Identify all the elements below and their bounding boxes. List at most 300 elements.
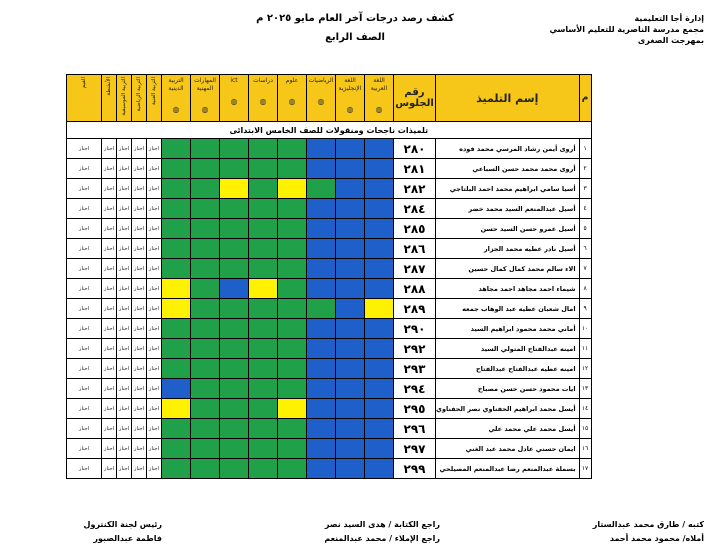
footer-dictation-review: راجع الإملاء / محمد عبدالمنعم <box>324 534 440 543</box>
grade-cell-g <box>307 299 336 319</box>
grade-cell-b <box>336 339 365 359</box>
table-row <box>67 139 592 159</box>
grade-cell-g <box>249 439 278 459</box>
row-num: ١٣ <box>579 379 591 399</box>
header-subject <box>162 75 191 122</box>
grade-cell-g <box>278 219 307 239</box>
pass-cell: اجتاز <box>67 459 102 479</box>
pass-cell: اجتاز <box>102 379 117 399</box>
pass-cell: اجتاز <box>117 279 132 299</box>
pass-cell: اجتاز <box>117 359 132 379</box>
pass-cell: اجتاز <box>147 139 162 159</box>
grade-cell-g <box>191 199 220 219</box>
row-num: ١٥ <box>579 419 591 439</box>
pass-cell: اجتاز <box>147 239 162 259</box>
grade-cell-g <box>220 339 249 359</box>
grade-cell-g <box>162 219 191 239</box>
grades-table <box>66 74 592 479</box>
header-subject <box>365 75 394 122</box>
subject-label: دراسات <box>253 77 273 84</box>
student-name: أروى محمد محمد حسن السباعي <box>436 159 580 179</box>
table-row <box>67 239 592 259</box>
pass-cell: اجتاز <box>102 419 117 439</box>
grade-cell-b <box>307 339 336 359</box>
grade-cell-y <box>365 299 394 319</box>
row-num: ١٠ <box>579 319 591 339</box>
table-row <box>67 259 592 279</box>
section-title: تلميذات ناجحات ومنقولات للصف الخامس الابتدائى <box>67 122 592 139</box>
grade-cell-g <box>220 139 249 159</box>
grade-cell-g <box>278 259 307 279</box>
grade-cell-g <box>220 299 249 319</box>
row-num: ١٧ <box>579 459 591 479</box>
pass-cell: اجتاز <box>132 319 147 339</box>
table-row <box>67 319 592 339</box>
pass-cell: اجتاز <box>67 159 102 179</box>
pass-cell: اجتاز <box>117 419 132 439</box>
seat-number: ٢٩٧ <box>394 439 436 459</box>
header-extra <box>132 75 147 122</box>
pass-cell: اجتاز <box>147 339 162 359</box>
pass-cell: اجتاز <box>132 159 147 179</box>
pass-cell: اجتاز <box>67 279 102 299</box>
row-num: ٧ <box>579 259 591 279</box>
subject-icon: ◍ <box>172 105 180 114</box>
student-name: ايمان حسني عادل محمد عبد الغني <box>436 439 580 459</box>
header-name: إسم التلميذ <box>436 75 580 122</box>
student-name: أروى أيمن رشاد المرسي محمد فوده <box>436 139 580 159</box>
pass-cell: اجتاز <box>102 359 117 379</box>
footer-reviewers <box>300 518 440 546</box>
grade-cell-b <box>365 379 394 399</box>
pass-cell: اجتاز <box>67 199 102 219</box>
pass-cell: اجتاز <box>147 219 162 239</box>
grade-cell-b <box>365 239 394 259</box>
grade-cell-g <box>162 439 191 459</box>
grade-cell-b <box>336 139 365 159</box>
seat-number: ٢٩٦ <box>394 419 436 439</box>
extra-label: القيم <box>81 77 87 89</box>
pass-cell: اجتاز <box>67 239 102 259</box>
pass-cell: اجتاز <box>117 199 132 219</box>
grade-cell-g <box>220 159 249 179</box>
pass-cell: اجتاز <box>102 279 117 299</box>
grade-cell-y <box>162 279 191 299</box>
grade-cell-b <box>307 319 336 339</box>
student-name: شيماء احمد مجاهد احمد مجاهد <box>436 279 580 299</box>
row-num: ٢ <box>579 159 591 179</box>
pass-cell: اجتاز <box>147 379 162 399</box>
grade-cell-g <box>278 459 307 479</box>
row-num: ٩ <box>579 299 591 319</box>
pass-cell: اجتاز <box>67 179 102 199</box>
grade-cell-g <box>278 159 307 179</box>
seat-number: ٢٨٨ <box>394 279 436 299</box>
pass-cell: اجتاز <box>147 439 162 459</box>
row-num: ٤ <box>579 199 591 219</box>
grade-cell-b <box>336 159 365 179</box>
subject-icon: ◍ <box>375 105 383 114</box>
pass-cell: اجتاز <box>102 459 117 479</box>
seat-number: ٢٨٢ <box>394 179 436 199</box>
grade-cell-b <box>365 159 394 179</box>
student-name: بسملة عبدالمنعم رضا عبدالمنعم المصيلحي <box>436 459 580 479</box>
grade-cell-b <box>336 379 365 399</box>
seat-number: ٢٨٧ <box>394 259 436 279</box>
subject-icon: ◍ <box>230 97 238 106</box>
pass-cell: اجتاز <box>67 259 102 279</box>
table-row <box>67 439 592 459</box>
table-row <box>67 459 592 479</box>
header-subject <box>191 75 220 122</box>
grade-cell-b <box>365 359 394 379</box>
seat-number: ٢٨٠ <box>394 139 436 159</box>
grade-cell-g <box>162 259 191 279</box>
grade-cell-g <box>191 399 220 419</box>
header-subject <box>307 75 336 122</box>
table-row <box>67 419 592 439</box>
grade-cell-g <box>249 219 278 239</box>
extra-label: الأنشطة <box>106 77 112 96</box>
grade-cell-b <box>307 239 336 259</box>
pass-cell: اجتاز <box>117 179 132 199</box>
grade-cell-b <box>365 459 394 479</box>
grade-cell-b <box>307 359 336 379</box>
grade-cell-b <box>365 419 394 439</box>
grade-cell-b <box>307 259 336 279</box>
admin-line-2: مجمع مدرسة الناصرية للتعليم الأساسي <box>549 25 704 34</box>
pass-cell: اجتاز <box>102 439 117 459</box>
grade-cell-g <box>249 199 278 219</box>
pass-cell: اجتاز <box>132 439 147 459</box>
extra-label: التربية الفنية <box>151 77 157 106</box>
pass-cell: اجتاز <box>67 399 102 419</box>
subject-label: اللغة العربية <box>370 77 388 92</box>
grade-cell-g <box>191 459 220 479</box>
table-row <box>67 199 592 219</box>
grade-cell-g <box>249 259 278 279</box>
row-num: ٦ <box>579 239 591 259</box>
seat-number: ٢٩٥ <box>394 399 436 419</box>
student-name: أسيل نادر عطيه محمد الجزار <box>436 239 580 259</box>
pass-cell: اجتاز <box>147 419 162 439</box>
grade-cell-g <box>249 359 278 379</box>
table-row <box>67 379 592 399</box>
grade-cell-g <box>278 279 307 299</box>
pass-cell: اجتاز <box>132 419 147 439</box>
table-row <box>67 219 592 239</box>
grade-cell-g <box>220 379 249 399</box>
section-row <box>67 122 592 139</box>
pass-cell: اجتاز <box>102 399 117 419</box>
row-num: ٣ <box>579 179 591 199</box>
footer-writer: كتبه / طارق محمد عبدالستار <box>592 520 704 529</box>
seat-number: ٢٨١ <box>394 159 436 179</box>
grade-cell-g <box>191 259 220 279</box>
grade-cell-g <box>307 179 336 199</box>
grade-cell-g <box>249 179 278 199</box>
grade-cell-b <box>307 159 336 179</box>
pass-cell: اجتاز <box>147 299 162 319</box>
header-extra <box>147 75 162 122</box>
student-name: ايات محمود حسن حسن مصباح <box>436 379 580 399</box>
grade-cell-y <box>162 399 191 419</box>
student-name: أسيا سامي ابراهيم محمد احمد البلتاجي <box>436 179 580 199</box>
grade-cell-b <box>336 259 365 279</box>
grade-cell-g <box>191 299 220 319</box>
row-num: ١٦ <box>579 439 591 459</box>
pass-cell: اجتاز <box>67 319 102 339</box>
grade-cell-g <box>249 339 278 359</box>
grade-cell-g <box>278 339 307 359</box>
table-row <box>67 179 592 199</box>
row-num: ١٤ <box>579 399 591 419</box>
grade-cell-g <box>191 379 220 399</box>
header-subject <box>249 75 278 122</box>
pass-cell: اجتاز <box>117 159 132 179</box>
grade-cell-g <box>220 359 249 379</box>
grade-cell-b <box>365 439 394 459</box>
extra-label: التربية الرياضية <box>136 77 142 112</box>
pass-cell: اجتاز <box>147 279 162 299</box>
pass-cell: اجتاز <box>147 179 162 199</box>
grade-cell-g <box>162 419 191 439</box>
student-name: أسيل عمرو حسن السيد حسن <box>436 219 580 239</box>
grade-cell-g <box>278 239 307 259</box>
pass-cell: اجتاز <box>132 199 147 219</box>
grade-cell-g <box>278 439 307 459</box>
seat-number: ٢٨٩ <box>394 299 436 319</box>
grade-cell-g <box>278 359 307 379</box>
grade-cell-g <box>191 339 220 359</box>
pass-cell: اجتاز <box>132 339 147 359</box>
footer-writers <box>593 518 704 546</box>
pass-cell: اجتاز <box>102 179 117 199</box>
table-row <box>67 279 592 299</box>
student-name: امينه عطيه عبدالفتاح عبدالفتاح <box>436 359 580 379</box>
pass-cell: اجتاز <box>67 359 102 379</box>
header-subject <box>220 75 249 122</box>
grade-cell-g <box>278 419 307 439</box>
grade-cell-g <box>162 319 191 339</box>
admin-line-1: إدارة أجا التعليمية <box>634 14 704 23</box>
header-subject <box>278 75 307 122</box>
grade-cell-b <box>365 179 394 199</box>
grade-cell-y <box>249 279 278 299</box>
grade-cell-g <box>191 219 220 239</box>
table-row <box>67 339 592 359</box>
grade-cell-b <box>365 139 394 159</box>
subject-icon: ◍ <box>346 105 354 114</box>
seat-number: ٢٨٥ <box>394 219 436 239</box>
pass-cell: اجتاز <box>117 239 132 259</box>
pass-cell: اجتاز <box>117 299 132 319</box>
grade-cell-b <box>307 219 336 239</box>
footer-dictation: أملاه/ محمود محمد أحمد <box>609 534 704 543</box>
row-num: ١٢ <box>579 359 591 379</box>
grade-cell-g <box>220 319 249 339</box>
seat-number: ٢٨٦ <box>394 239 436 259</box>
student-name: أيسل محمد ابراهيم الحفناوي نصر الحفناوي <box>436 399 580 419</box>
grade-cell-g <box>220 239 249 259</box>
grade-cell-b <box>307 279 336 299</box>
pass-cell: اجتاز <box>132 379 147 399</box>
student-name: أيسل محمد علي محمد علي <box>436 419 580 439</box>
pass-cell: اجتاز <box>132 299 147 319</box>
pass-cell: اجتاز <box>67 419 102 439</box>
pass-cell: اجتاز <box>102 259 117 279</box>
grade-cell-g <box>278 299 307 319</box>
pass-cell: اجتاز <box>132 259 147 279</box>
footer-control-label: رئيس لجنة الكنترول <box>83 520 162 529</box>
pass-cell: اجتاز <box>117 339 132 359</box>
pass-cell: اجتاز <box>117 139 132 159</box>
grade-cell-b <box>365 199 394 219</box>
grade-cell-g <box>249 399 278 419</box>
grade-cell-g <box>162 139 191 159</box>
table-row <box>67 159 592 179</box>
grade-cell-b <box>336 199 365 219</box>
grade-cell-g <box>220 199 249 219</box>
grade-cell-g <box>249 299 278 319</box>
seat-number: ٢٩٠ <box>394 319 436 339</box>
subject-label: علوم <box>285 77 299 84</box>
student-name: أسيل عبدالمنعم السيد محمد خضر <box>436 199 580 219</box>
grade-cell-g <box>191 279 220 299</box>
pass-cell: اجتاز <box>102 299 117 319</box>
pass-cell: اجتاز <box>147 319 162 339</box>
pass-cell: اجتاز <box>117 319 132 339</box>
grade-cell-y <box>220 179 249 199</box>
grade-cell-g <box>162 359 191 379</box>
grade-cell-g <box>220 399 249 419</box>
table-row <box>67 359 592 379</box>
pass-cell: اجتاز <box>147 399 162 419</box>
grade-cell-b <box>307 199 336 219</box>
pass-cell: اجتاز <box>67 339 102 359</box>
grade-cell-g <box>162 459 191 479</box>
grade-cell-g <box>191 419 220 439</box>
student-name: أماني محمد محمود ابراهيم السيد <box>436 319 580 339</box>
pass-cell: اجتاز <box>147 359 162 379</box>
grade-cell-b <box>336 179 365 199</box>
subject-icon: ◍ <box>288 97 296 106</box>
pass-cell: اجتاز <box>132 359 147 379</box>
grade-cell-g <box>162 239 191 259</box>
grade-cell-b <box>336 459 365 479</box>
grade-cell-g <box>220 419 249 439</box>
grade-cell-y <box>278 399 307 419</box>
grade-cell-b <box>336 359 365 379</box>
grade-cell-b <box>365 219 394 239</box>
grade-cell-b <box>365 259 394 279</box>
pass-cell: اجتاز <box>147 259 162 279</box>
page-title-block <box>250 12 460 46</box>
pass-cell: اجتاز <box>147 199 162 219</box>
grade-cell-g <box>249 139 278 159</box>
pass-cell: اجتاز <box>132 239 147 259</box>
row-num: ٨ <box>579 279 591 299</box>
grade-cell-b <box>336 239 365 259</box>
pass-cell: اجتاز <box>132 459 147 479</box>
header-extra <box>102 75 117 122</box>
grade-cell-b <box>307 439 336 459</box>
grade-cell-y <box>162 299 191 319</box>
student-name: امال شعبان عطيه عبد الوهاب جمعه <box>436 299 580 319</box>
grade-cell-b <box>162 379 191 399</box>
grade-cell-b <box>307 139 336 159</box>
pass-cell: اجتاز <box>117 219 132 239</box>
grade-cell-g <box>249 459 278 479</box>
pass-cell: اجتاز <box>102 159 117 179</box>
table-row <box>67 399 592 419</box>
grade-cell-b <box>336 399 365 419</box>
subject-icon: ◍ <box>259 97 267 106</box>
header-num: م <box>579 75 591 122</box>
student-name: الاء سالم محمد كمال كمال حسين <box>436 259 580 279</box>
grade-cell-g <box>162 179 191 199</box>
seat-number: ٢٨٤ <box>394 199 436 219</box>
grade-cell-g <box>220 459 249 479</box>
pass-cell: اجتاز <box>117 459 132 479</box>
row-num: ١ <box>579 139 591 159</box>
pass-cell: اجتاز <box>132 139 147 159</box>
header-subject <box>336 75 365 122</box>
grade-cell-b <box>307 379 336 399</box>
pass-cell: اجتاز <box>132 279 147 299</box>
pass-cell: اجتاز <box>117 259 132 279</box>
grade-cell-b <box>336 419 365 439</box>
footer-control <box>52 518 162 546</box>
grade-cell-b <box>365 319 394 339</box>
header-seat: رقم الجلوس <box>394 75 436 122</box>
pass-cell: اجتاز <box>117 379 132 399</box>
grade-cell-g <box>278 139 307 159</box>
grade-cell-g <box>162 339 191 359</box>
student-name: امينه عبدالفتاح المتولي السيد <box>436 339 580 359</box>
subject-label: اللغة الإنجليزية <box>338 77 362 92</box>
grade-cell-b <box>336 319 365 339</box>
grade-cell-g <box>249 379 278 399</box>
subject-label: المهارات المهنية <box>194 77 216 92</box>
pass-cell: اجتاز <box>67 219 102 239</box>
footer-writing-review: راجع الكتابة / هدى السيد نصر <box>324 520 440 529</box>
seat-number: ٢٩٤ <box>394 379 436 399</box>
pass-cell: اجتاز <box>117 439 132 459</box>
pass-cell: اجتاز <box>132 399 147 419</box>
footer-control-name: فاطمة عبدالصبور <box>93 534 162 543</box>
pass-cell: اجتاز <box>102 319 117 339</box>
seat-number: ٢٩٩ <box>394 459 436 479</box>
grade-cell-g <box>249 159 278 179</box>
grade-cell-g <box>191 139 220 159</box>
row-num: ١١ <box>579 339 591 359</box>
seat-number: ٢٩٢ <box>394 339 436 359</box>
pass-cell: اجتاز <box>67 139 102 159</box>
pass-cell: اجتاز <box>102 139 117 159</box>
subject-label: التربية الدينية <box>168 77 184 92</box>
grade-cell-g <box>220 219 249 239</box>
pass-cell: اجتاز <box>102 199 117 219</box>
grade-cell-g <box>191 439 220 459</box>
pass-cell: اجتاز <box>67 379 102 399</box>
grade-cell-b <box>336 219 365 239</box>
grade-cell-g <box>249 319 278 339</box>
pass-cell: اجتاز <box>67 299 102 319</box>
grade-cell-g <box>162 159 191 179</box>
subject-icon: ◍ <box>317 97 325 106</box>
grade-cell-y <box>278 179 307 199</box>
